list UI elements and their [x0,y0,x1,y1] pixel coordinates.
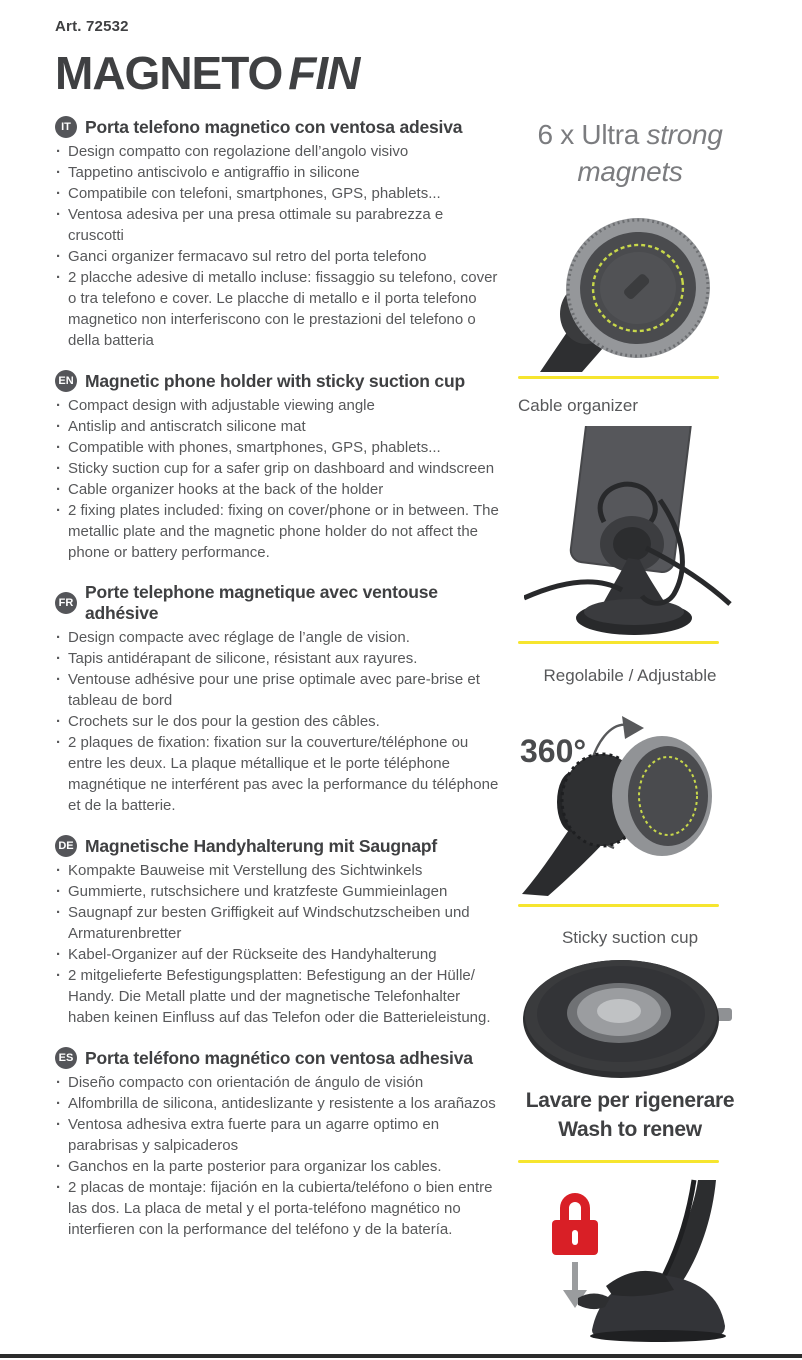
feature-bullet: · Compatibile con telefoni, smartphones, GPS, phablets... [55,183,500,204]
feature-bullet: · Design compatto con regolazione dell’angolo visivo [55,141,500,162]
feature-list [55,1072,500,1240]
feature-bullet: · Alfombrilla de silicona, antideslizante y resistente a los arañazos [55,1093,500,1114]
cable-organizer-image [524,426,734,643]
wash-line-it: Lavare per rigenerare [525,1089,735,1112]
feature-bullet: · Diseño compacto con orientación de ángulo de visión [55,1072,500,1093]
section-title: Porta telefono magnetico con ventosa adesiva [85,116,463,137]
feature-bullet: · 2 plaques de fixation: fixation sur la couverture/téléphone ou entre les deux. La plaque métallique et le porte téléphone magnétique ne interférent pas avec la performance du téléphone et de la batterie. [55,732,500,816]
feature-bullet: · Tappetino antiscivolo e antigraffio in silicone [55,162,500,183]
section-header [55,835,500,857]
feature-bullet: · Ventouse adhésive pour une prise optimale avec pare-brise et tableau de bord [55,669,500,711]
product-title-variant: FIN [288,47,360,99]
feature-bullet: · Ventosa adesiva per una presa ottimale su parabrezza e cruscotti [55,204,500,246]
yellow-divider [518,904,719,907]
yellow-divider [518,1160,719,1163]
product-title [55,49,500,97]
feature-bullet: · Antislip and antiscratch silicone mat [55,416,500,437]
image-column [510,0,750,1360]
lang-badge-fr: FR [55,592,77,614]
suction-cup-image [520,956,738,1085]
suction-base-image [512,1178,744,1351]
feature-bullet: · Gummierte, rutschsichere und kratzfeste Gummieinlagen [55,881,500,902]
feature-bullet: · Cable organizer hooks at the back of the holder [55,479,500,500]
article-number: Art. 72532 [55,18,129,35]
description-column [55,18,500,1240]
feature-bullet: · 2 placas de montaje: fijación en la cubierta/teléfono o bien entre las dos. La placa de metal y el porta-teléfono magnético no interfieren con la performance del teléfono y de la batería. [55,1177,500,1240]
feature-bullet: · Saugnapf zur besten Griffigkeit auf Windschutzscheiben und Armaturenbretter [55,902,500,944]
feature-bullet: · Compact design with adjustable viewing angle [55,395,500,416]
section-header [55,582,500,624]
feature-list [55,627,500,816]
cable-organizer-label: Cable organizer [518,396,639,415]
feature-bullet: · 2 fixing plates included: fixing on cover/phone or in between. The metallic plate and the magnetic phone holder do not affect the phone or battery performance. [55,500,500,563]
feature-list [55,395,500,563]
product-title-main: MAGNETO [55,47,283,99]
section-title: Porte telephone magnetique avec ventouse adhésive [85,582,438,623]
wash-line-en: Wash to renew [558,1118,702,1141]
section-title: Magnetische Handyhalterung mit Saugnapf [85,835,437,856]
page-bottom-rule [0,1354,802,1358]
lang-badge-de: DE [55,835,77,857]
lang-badge-it: IT [55,116,77,138]
magnets-heading [510,116,750,190]
wash-to-renew-text [510,1086,750,1144]
lang-badge-es: ES [55,1047,77,1069]
feature-list [55,141,500,351]
magnet-head-illustration [540,204,725,372]
feature-bullet: · Crochets sur le dos pour la gestion des câbles. [55,711,500,732]
section-header [55,370,500,392]
yellow-divider [518,376,719,379]
section-title: Porta teléfono magnético con ventosa adhesiva [85,1047,473,1068]
feature-bullet: · Kabel-Organizer auf der Rückseite des Handyhalterung [55,944,500,965]
section-italian [55,116,500,351]
yellow-divider [518,641,719,644]
rotation-degrees-label: 360° [520,733,587,769]
feature-bullet: · 2 mitgelieferte Befestigungsplatten: Befestigung an der Hülle/ Handy. Die Metall platte und der magnetische Telefonhalter haben keinen Einfluss auf das Telefon oder die Batterieleistung. [55,965,500,1028]
feature-bullet: · Kompakte Bauweise mit Verstellung des Sichtwinkels [55,860,500,881]
feature-bullet: · Ganci organizer fermacavo sul retro del porta telefono [55,246,500,267]
adjustable-image [512,698,744,901]
feature-bullet: · Ganchos en la parte posterior para organizar los cables. [55,1156,500,1177]
feature-bullet: · Ventosa adhesiva extra fuerte para un agarre optimo en parabrisas y salpicaderos [55,1114,500,1156]
section-spanish [55,1047,500,1240]
section-english [55,370,500,563]
section-german [55,835,500,1028]
feature-bullet: · Sticky suction cup for a safer grip on dashboard and windscreen [55,458,500,479]
suction-cup-label: Sticky suction cup [561,928,699,947]
suction-base-illustration [512,1178,744,1346]
section-header [55,1047,500,1069]
feature-list [55,860,500,1028]
adjustable-label: Regolabile / Adjustable [543,666,717,685]
suction-cup-illustration [520,956,738,1080]
section-header [55,116,500,138]
section-french [55,582,500,816]
magnets-heading-strong: strong [646,119,723,150]
adjustable-illustration [512,698,744,896]
lang-badge-en: EN [55,370,77,392]
magnet-head-image [540,204,725,377]
feature-bullet: · Tapis antidérapant de silicone, résistant aux rayures. [55,648,500,669]
open-padlock-icon [552,1193,598,1255]
section-title: Magnetic phone holder with sticky suction cup [85,370,465,391]
feature-bullet: · 2 placche adesive di metallo incluse: fissaggio su telefono, cover o tra telefono e cover. Le placche di metallo e il porta telefono magnetico non interferiscono con le prestazioni del telefono o della batteria [55,267,500,351]
magnets-heading-prefix: 6 x Ultra [537,119,647,150]
cable-organizer-illustration [524,426,734,638]
feature-bullet: · Design compacte avec réglage de l’angle de vision. [55,627,500,648]
feature-bullet: · Compatible with phones, smartphones, GPS, phablets... [55,437,500,458]
magnets-heading-line2: magnets [577,156,683,187]
